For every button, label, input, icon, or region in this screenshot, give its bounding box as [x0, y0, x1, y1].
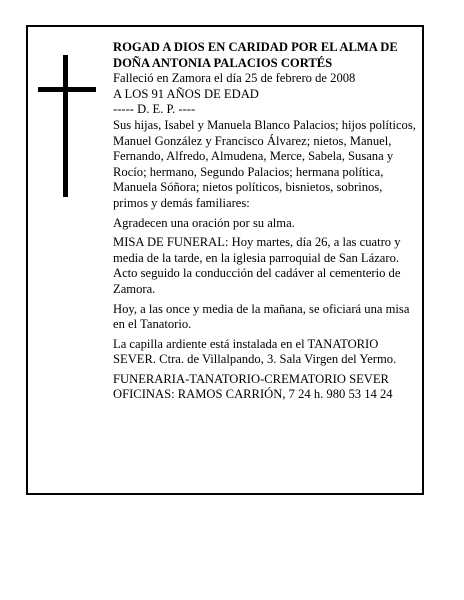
deceased-name: DOÑA ANTONIA PALACIOS CORTÉS: [113, 55, 333, 70]
funeral-home-name: FUNERARIA-TANATORIO-CREMATORIO SEVER: [113, 371, 389, 386]
thanks-line: Agradecen una oración por su alma.: [113, 215, 295, 230]
rip-line: ----- D. E. P. ----: [113, 102, 196, 117]
family-list: Sus hijas, Isabel y Manuela Blanco Palacios; hijos políticos, Manuel González y Francisco Álvarez; nietos, Manuel, Fernando, Alfredo, Almudena, Merce, Sabela, Susana y Rocío; hermano, Segundo Palacios; hermana política, Manuela Sóñora; nietos políticos, bisnietos, sobrinos, primos y demás familiares:: [113, 117, 416, 210]
obituary-text: [113, 40, 418, 403]
death-info: Falleció en Zamora el día 25 de febrero de 2008: [113, 71, 356, 86]
cross-icon: [38, 55, 96, 197]
tanatorio-mass-info: Hoy, a las once y media de la mañana, se oficiará una misa en el Tanatorio.: [113, 301, 410, 332]
notice-heading: ROGAD A DIOS EN CARIDAD POR EL ALMA DE: [113, 40, 398, 54]
funeral-home-offices: OFICINAS: RAMOS CARRIÓN, 7 24 h. 980 53 14 24: [113, 387, 393, 402]
age-info: A LOS 91 AÑOS DE EDAD: [113, 86, 259, 101]
funeral-mass-info: MISA DE FUNERAL: Hoy martes, día 26, a las cuatro y media de la tarde, en la iglesia parroquial de San Lázaro. Acto seguido la conducción del cadáver al cementerio de Zamora.: [113, 235, 401, 296]
chapel-info: La capilla ardiente está instalada en el TANATORIO SEVER. Ctra. de Villalpando, 3. Sala Virgen del Yermo.: [113, 336, 397, 367]
